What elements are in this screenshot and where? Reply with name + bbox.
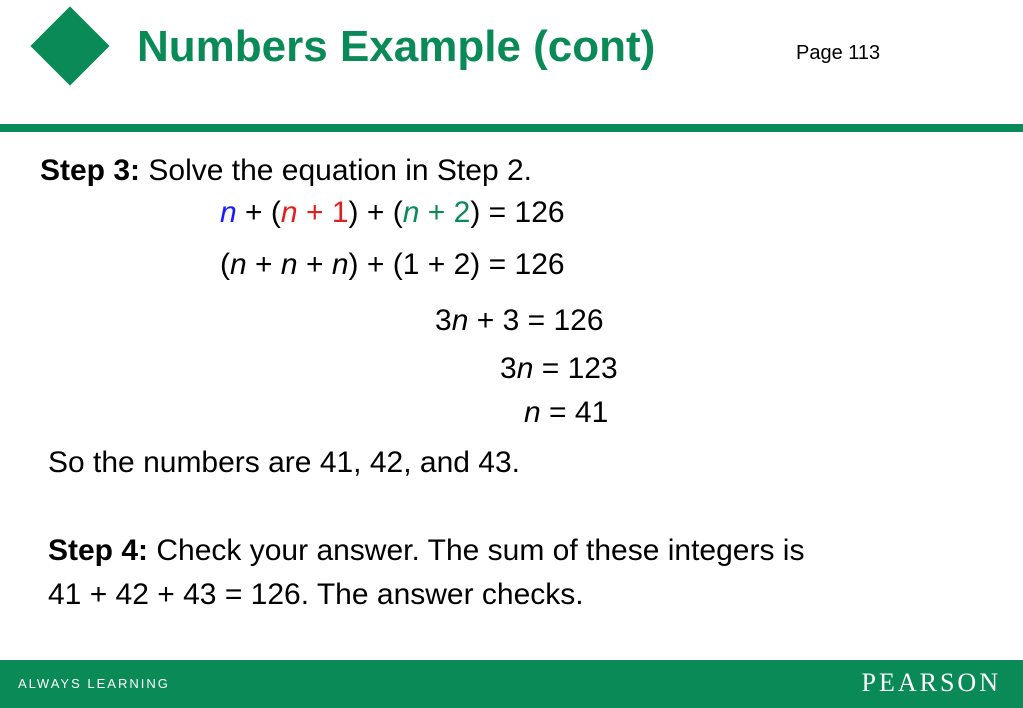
eq2-plus4: +	[427, 248, 446, 281]
footer-bar	[0, 660, 1023, 708]
eq3-coef: 3	[435, 304, 452, 337]
conclusion-text: So the numbers are 41, 42, and 43.	[48, 446, 520, 479]
eq2-group-close: 2)	[453, 248, 481, 281]
equation-line-1	[220, 198, 565, 228]
eq2-n2: n	[280, 248, 298, 281]
eq1-one: 1	[331, 196, 349, 229]
step3-label: Step 3:	[40, 154, 141, 187]
eq1-plus2: +	[305, 196, 324, 229]
page-number: Page 113	[796, 42, 881, 64]
eq1-rparen2: )	[470, 196, 481, 229]
step3-line	[40, 156, 532, 186]
page-title: Numbers Example (cont)	[137, 22, 656, 71]
step4-label: Step 4:	[48, 534, 149, 567]
eq3-rhs: 126	[553, 304, 604, 337]
eq1-n2: n	[280, 196, 298, 229]
eq5-n: n	[524, 396, 541, 429]
eq1-n: n	[220, 196, 237, 229]
footer-brand: PEARSON	[861, 668, 1001, 697]
logo-diamond-icon	[30, 6, 109, 85]
eq1-two: 2	[453, 196, 471, 229]
footer-tagline: ALWAYS LEARNING	[18, 676, 170, 691]
eq1-plus: +	[245, 196, 263, 229]
eq5-equals: =	[549, 396, 567, 429]
eq2-n1: n	[230, 248, 247, 281]
eq4-coef: 3	[500, 352, 517, 385]
eq2-plus3: +	[366, 248, 385, 281]
equation-line-2	[220, 250, 565, 280]
step3-text: Solve the equation in Step 2.	[148, 154, 532, 187]
eq1-plus4: +	[427, 196, 446, 229]
equation-line-4	[500, 354, 618, 384]
step4-line-1	[48, 536, 804, 566]
eq1-plus3: +	[366, 196, 385, 229]
eq2-plus1: +	[255, 248, 273, 281]
eq2-rhs: 126	[514, 248, 565, 281]
eq1-lparen: (	[270, 196, 281, 229]
eq1-rparen: )	[348, 196, 359, 229]
eq4-equals: =	[541, 352, 560, 385]
eq1-n3: n	[402, 196, 420, 229]
equation-line-3	[435, 306, 604, 336]
eq2-rparen: )	[348, 248, 359, 281]
eq1-rhs: 126	[514, 196, 565, 229]
eq3-n: n	[451, 304, 469, 337]
eq2-group-open: (1	[392, 248, 420, 281]
header-divider	[0, 124, 1023, 132]
eq4-rhs: 123	[567, 352, 618, 385]
eq2-lparen: (	[220, 248, 230, 281]
step4-line-2: 41 + 42 + 43 = 126. The answer checks.	[48, 578, 584, 611]
eq3-three: 3	[502, 304, 520, 337]
step4-text-1: Check your answer. The sum of these integers is	[156, 534, 805, 567]
eq1-equals: =	[488, 196, 507, 229]
eq3-plus: +	[476, 304, 495, 337]
equation-line-5	[524, 398, 608, 428]
eq5-rhs: 41	[574, 396, 609, 429]
eq3-equals: =	[527, 304, 546, 337]
eq2-plus2: +	[305, 248, 324, 281]
eq1-lparen2: (	[392, 196, 403, 229]
eq2-equals: =	[488, 248, 507, 281]
eq2-n3: n	[331, 248, 349, 281]
eq4-n: n	[516, 352, 534, 385]
